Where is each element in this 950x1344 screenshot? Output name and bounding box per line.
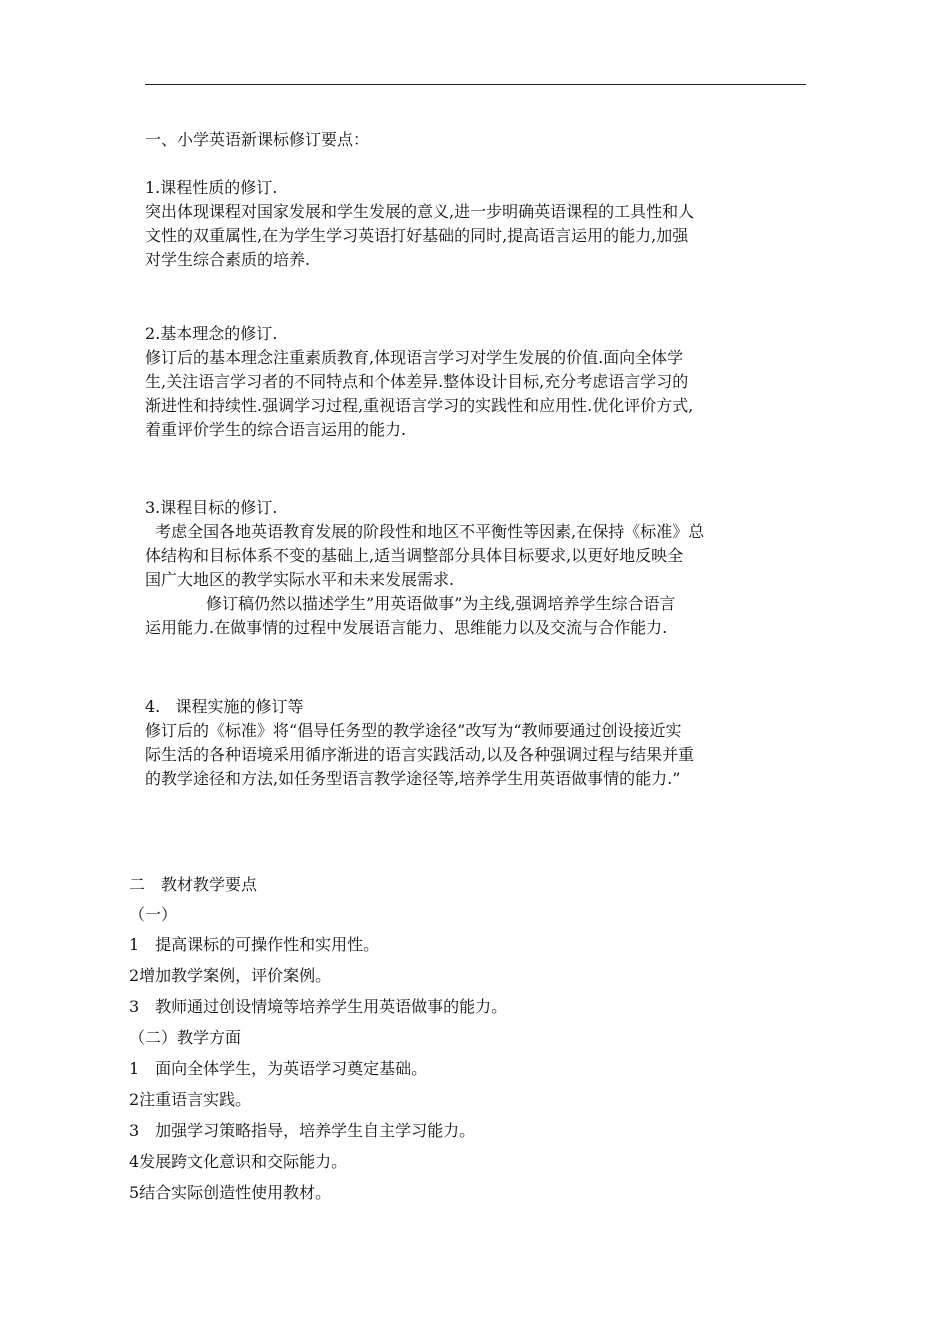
item3-line: 国广大地区的教学实际水平和未来发展需求. xyxy=(145,570,455,589)
item3-line: 运用能力.在做事情的过程中发展语言能力、思维能力以及交流与合作能力. xyxy=(145,618,668,637)
item3-line: 考虑全国各地英语教育发展的阶段性和地区不平衡性等因素,在保持《标准》总 xyxy=(145,522,705,541)
section2-heading: 二 教材教学要点 xyxy=(129,875,258,894)
list-line: 2注重语言实践。 xyxy=(129,1090,252,1109)
item4-line: 修订后的《标准》将“倡导任务型的教学途径”改写为“教师要通过创设接近实 xyxy=(145,721,682,740)
item1-line: 突出体现课程对国家发展和学生发展的意义,进一步明确英语课程的工具性和人 xyxy=(145,202,695,221)
item2-line: 生,关注语言学习者的不同特点和个体差异.整体设计目标,充分考虑语言学习的 xyxy=(145,372,689,391)
item4-block xyxy=(145,695,810,791)
item2-line: 渐进性和持续性.强调学习过程,重视语言学习的实践性和应用性.优化评价方式, xyxy=(145,396,694,415)
item3-line: 修订稿仍然以描述学生”用英语做事”为主线,强调培养学生综合语言 xyxy=(145,594,676,613)
item2-block xyxy=(145,322,810,442)
item4-line: 际生活的各种语境采用循序渐进的语言实践活动,以及各种强调过程与结果并重 xyxy=(145,745,695,764)
header-rule xyxy=(145,84,806,85)
item3-title: 3.课程目标的修订. xyxy=(145,498,278,517)
section1-heading-block xyxy=(145,128,810,152)
item1-title: 1.课程性质的修订. xyxy=(145,178,278,197)
list-line: （一） xyxy=(129,905,178,924)
item3-block xyxy=(145,496,810,640)
item3-line: 体结构和目标体系不变的基础上,适当调整部分具体目标要求,以更好地反映全 xyxy=(145,546,684,565)
list-line: 1 面向全体学生，为英语学习奠定基础。 xyxy=(129,1059,428,1078)
list-line: 3 教师通过创设情境等培养学生用英语做事的能力。 xyxy=(129,997,508,1016)
list-line: 1 提高课标的可操作性和实用性。 xyxy=(129,935,380,954)
item1-line: 对学生综合素质的培养. xyxy=(145,250,311,269)
list-line: 3 加强学习策略指导，培养学生自主学习能力。 xyxy=(129,1121,476,1140)
list-line: 2增加教学案例，评价案例。 xyxy=(129,966,332,985)
item2-title: 2.基本理念的修订. xyxy=(145,324,278,343)
item4-line: 的教学途径和方法,如任务型语言教学途径等,培养学生用英语做事情的能力.” xyxy=(145,769,681,788)
list-line: （二）教学方面 xyxy=(129,1028,242,1047)
item1-block xyxy=(145,176,810,272)
item2-line: 修订后的基本理念注重素质教育,体现语言学习对学生发展的价值.面向全体学 xyxy=(145,348,684,367)
section1-heading: 一、小学英语新课标修订要点： xyxy=(145,130,370,149)
list-line: 4发展跨文化意识和交际能力。 xyxy=(129,1152,348,1171)
item1-line: 文性的双重属性,在为学生学习英语打好基础的同时,提高语言运用的能力,加强 xyxy=(145,226,689,245)
list-line: 5结合实际创造性使用教材。 xyxy=(129,1183,332,1202)
item4-title: 4. 课程实施的修订等 xyxy=(145,697,304,716)
item2-line: 着重评价学生的综合语言运用的能力. xyxy=(145,420,407,439)
